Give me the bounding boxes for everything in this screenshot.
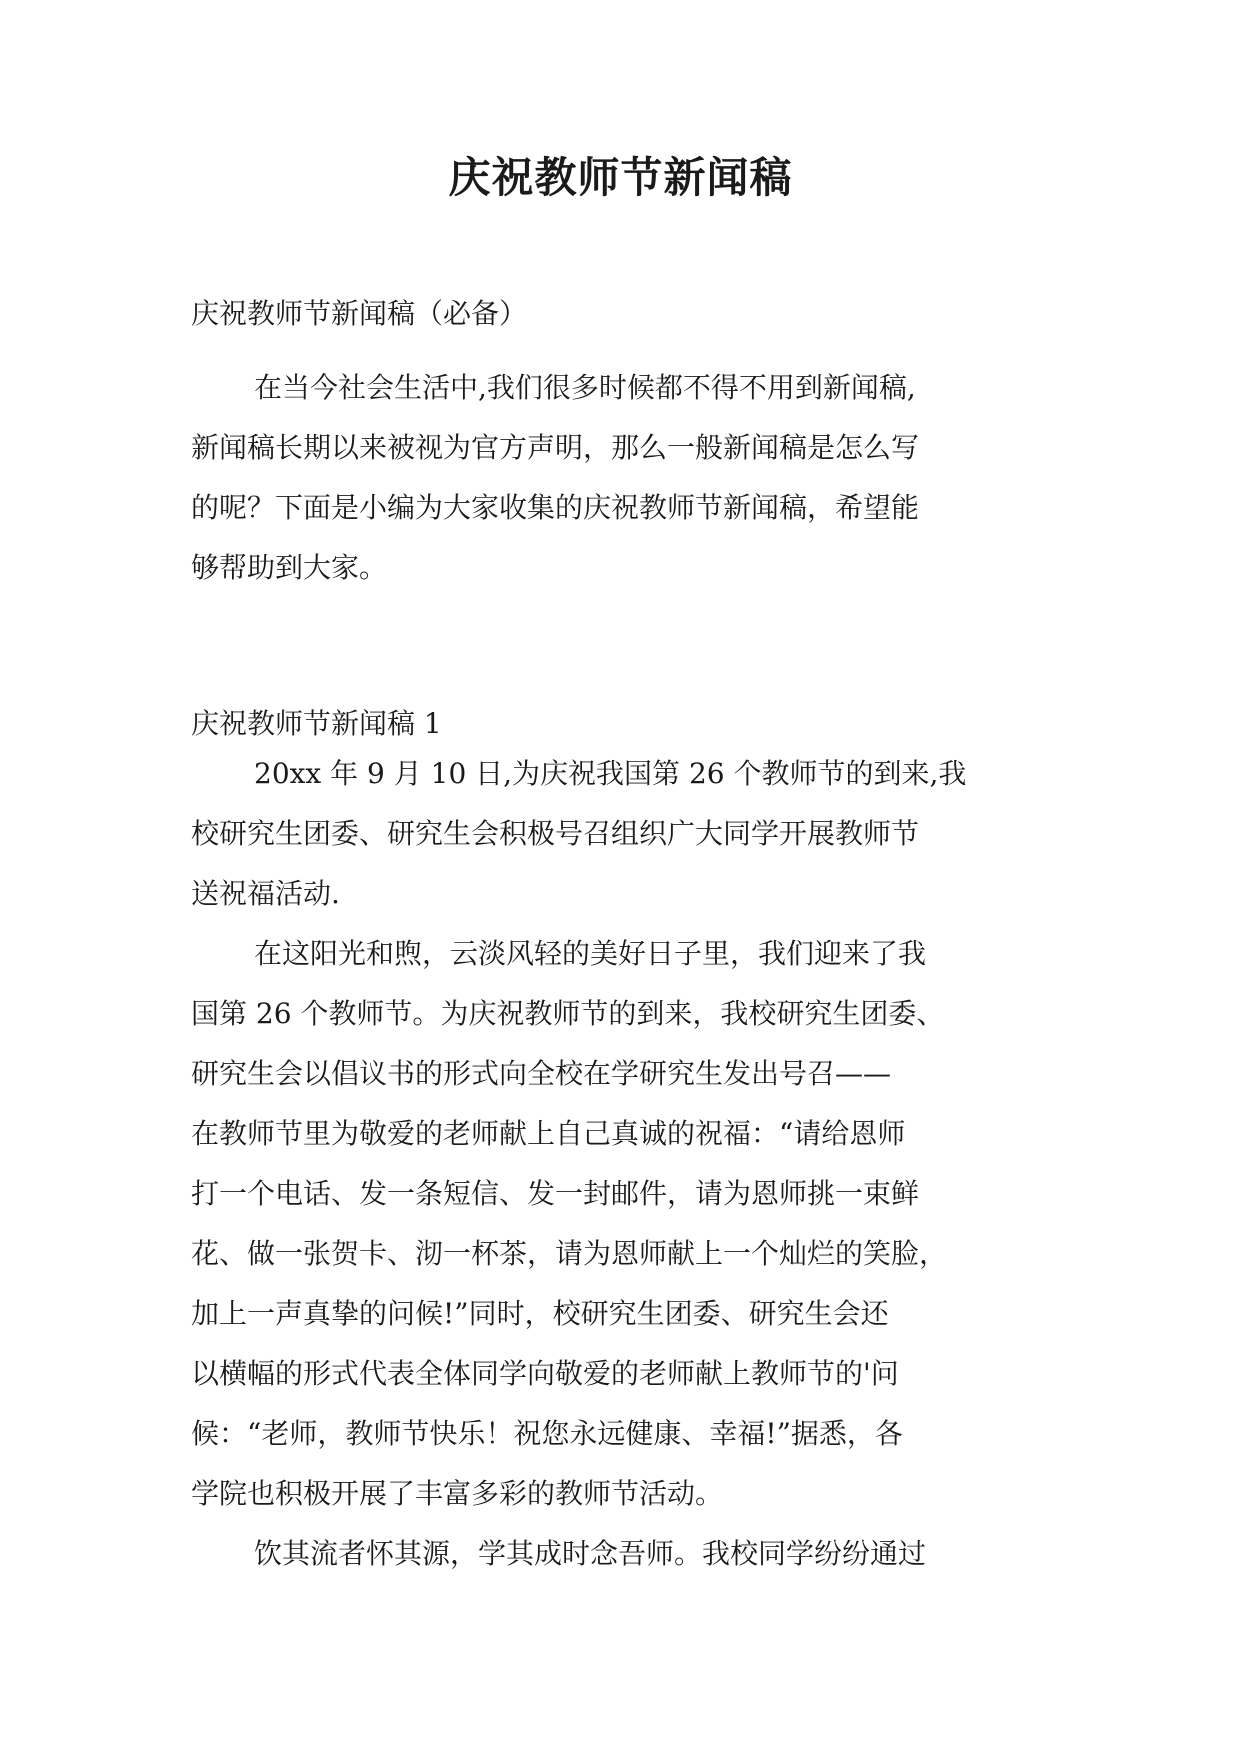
paragraph-line: 够帮助到大家。 (191, 551, 388, 584)
paragraph-line: 在这阳光和煦，云淡风轻的美好日子里，我们迎来了我 (254, 937, 927, 970)
body-paragraph-2 (191, 924, 1071, 1524)
intro-paragraph (191, 358, 1071, 598)
paragraph-line: 花、做一张贺卡、沏一杯茶，请为恩师献上一个灿烂的笑脸， (191, 1237, 948, 1270)
paragraph-line: 校研究生团委、研究生会积极号召组织广大同学开展教师节 (191, 817, 920, 850)
paragraph-line: 研究生会以倡议书的形式向全校在学研究生发出号召—— (191, 1057, 892, 1090)
paragraph-line: 国第 26 个教师节。为庆祝教师节的到来，我校研究生团委、 (191, 997, 945, 1030)
paragraph-line: 加上一声真挚的问候!”同时，校研究生团委、研究生会还 (191, 1297, 889, 1330)
paragraph-line: 候：“老师，教师节快乐！祝您永远健康、幸福!”据悉，各 (191, 1417, 903, 1450)
paragraph-line: 在当今社会生活中,我们很多时候都不得不用到新闻稿, (254, 371, 916, 404)
paragraph-line: 送祝福活动. (191, 877, 340, 910)
document-subtitle: 庆祝教师节新闻稿（必备） (191, 297, 528, 330)
body-paragraph-3 (191, 1524, 1071, 1584)
paragraph-line: 以横幅的形式代表全体同学向敬爱的老师献上教师节的'问 (191, 1357, 899, 1390)
section-heading: 庆祝教师节新闻稿 1 (191, 707, 442, 740)
body-paragraph-1 (191, 744, 1071, 924)
paragraph-line: 新闻稿长期以来被视为官方声明，那么一般新闻稿是怎么写 (191, 431, 920, 464)
document-title: 庆祝教师节新闻稿 (448, 153, 793, 202)
paragraph-line: 的呢？下面是小编为大家收集的庆祝教师节新闻稿，希望能 (191, 491, 920, 524)
paragraph-line: 饮其流者怀其源，学其成时念吾师。我校同学纷纷通过 (254, 1537, 927, 1570)
paragraph-line: 学院也积极开展了丰富多彩的教师节活动。 (191, 1477, 724, 1510)
paragraph-line: 20xx 年 9 月 10 日,为庆祝我国第 26 个教师节的到来,我 (254, 757, 967, 790)
paragraph-line: 在教师节里为敬爱的老师献上自己真诚的祝福：“请给恩师 (191, 1117, 906, 1150)
paragraph-line: 打一个电话、发一条短信、发一封邮件，请为恩师挑一束鲜 (191, 1177, 920, 1210)
